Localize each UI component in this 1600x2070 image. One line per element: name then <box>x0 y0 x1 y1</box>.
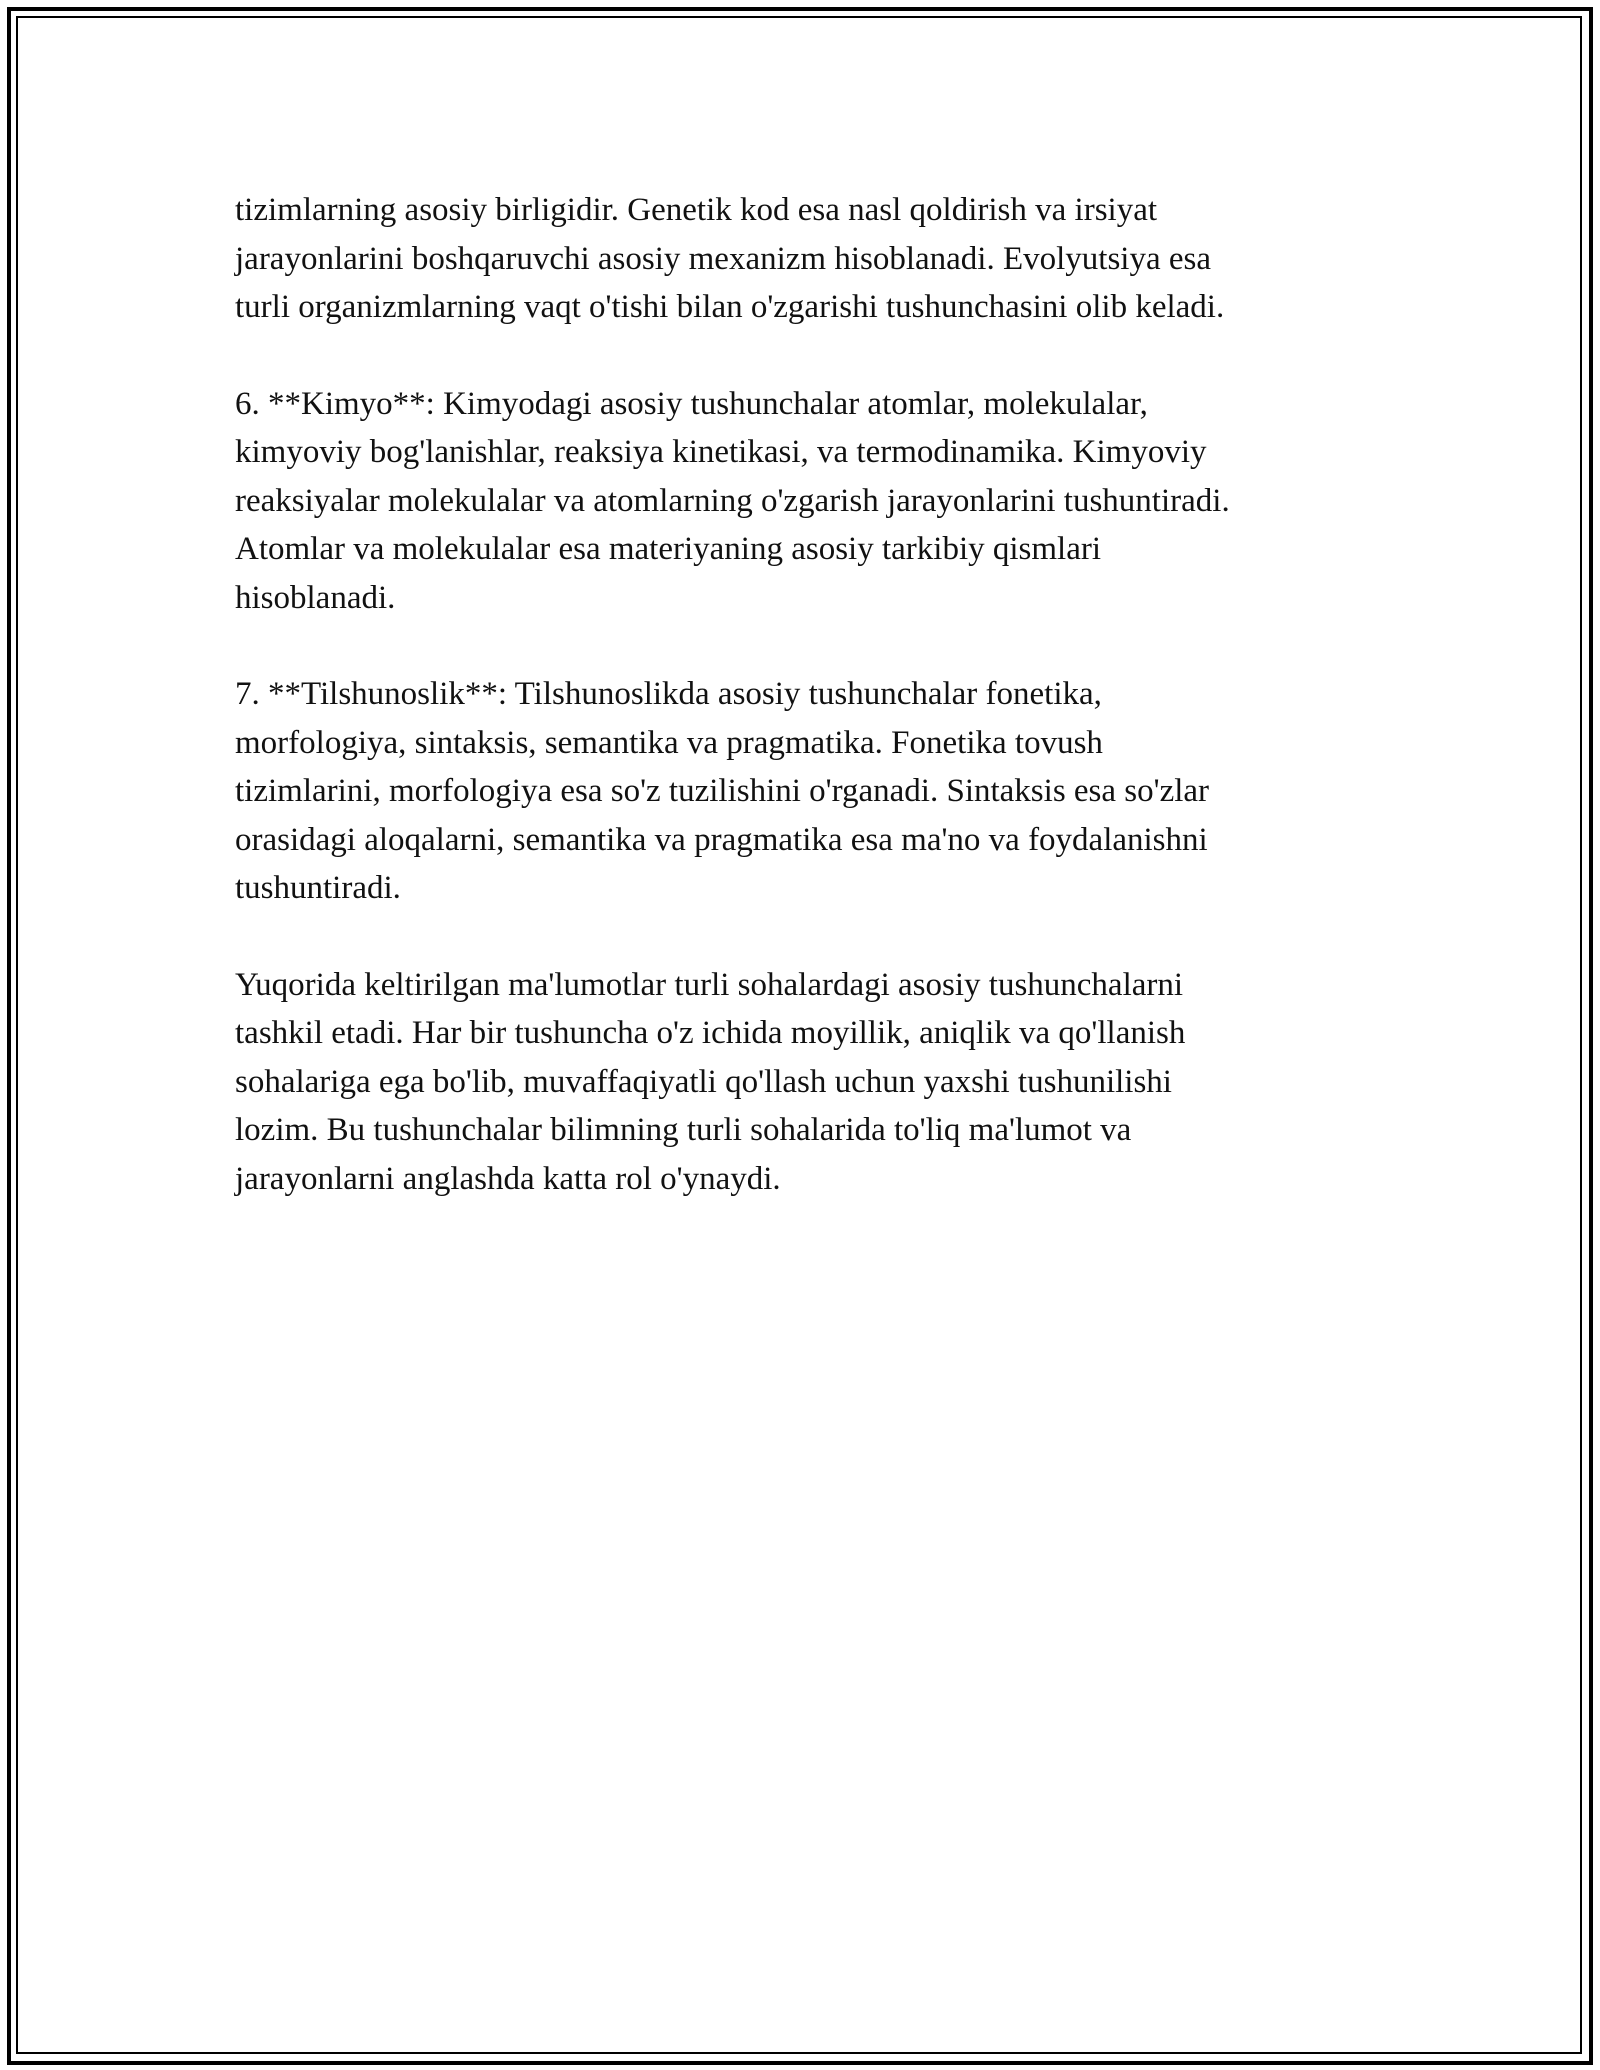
paragraph-conclusion: Yuqorida keltirilgan ma'lumotlar turli sohalardagi asosiy tushunchalarni tashkil etadi. Har bir tushuncha o'z ichida moyillik, aniqlik va qo'llanish sohalariga ega bo'lib, muvaffaqiyatli qo'llash uchun yaxshi tushunilishi lozim. Bu tushunchalar bilimning turli sohalarida to'liq ma'lumot va jarayonlarni anglashda katta rol o'ynaydi. <box>235 966 1186 1197</box>
document-body <box>235 186 1365 1251</box>
paragraph-chemistry: 6. **Kimyo**: Kimyodagi asosiy tushunchalar atomlar, molekulalar, kimyoviy bog'lanishlar, reaksiya kinetikasi, va termodinamika. Kimyoviy reaksiyalar molekulalar va atomlarning o'zgarish jarayonlarini tushuntiradi. Atomlar va molekulalar esa materiyaning asosiy tarkibiy qismlari hisoblanadi. <box>235 385 1230 616</box>
paragraph-linguistics: 7. **Tilshunoslik**: Tilshunoslikda asosiy tushunchalar fonetika, morfologiya, sintaksis, semantika va pragmatika. Fonetika tovush tizimlarini, morfologiya esa so'z tuzilishini o'rganadi. Sintaksis esa so'zlar orasidagi aloqalarni, semantika va pragmatika esa ma'no va foydalanishni tushuntiradi. <box>235 676 1210 906</box>
paragraph-genetics-continuation: tizimlarning asosiy birligidir. Genetik kod esa nasl qoldirish va irsiyat jarayonlarini boshqaruvchi asosiy mexanizm hisoblanadi. Evolyutsiya esa turli organizmlarning vaqt o'tishi bilan o'zgarishi tushunchasini olib keladi. <box>235 192 1225 325</box>
